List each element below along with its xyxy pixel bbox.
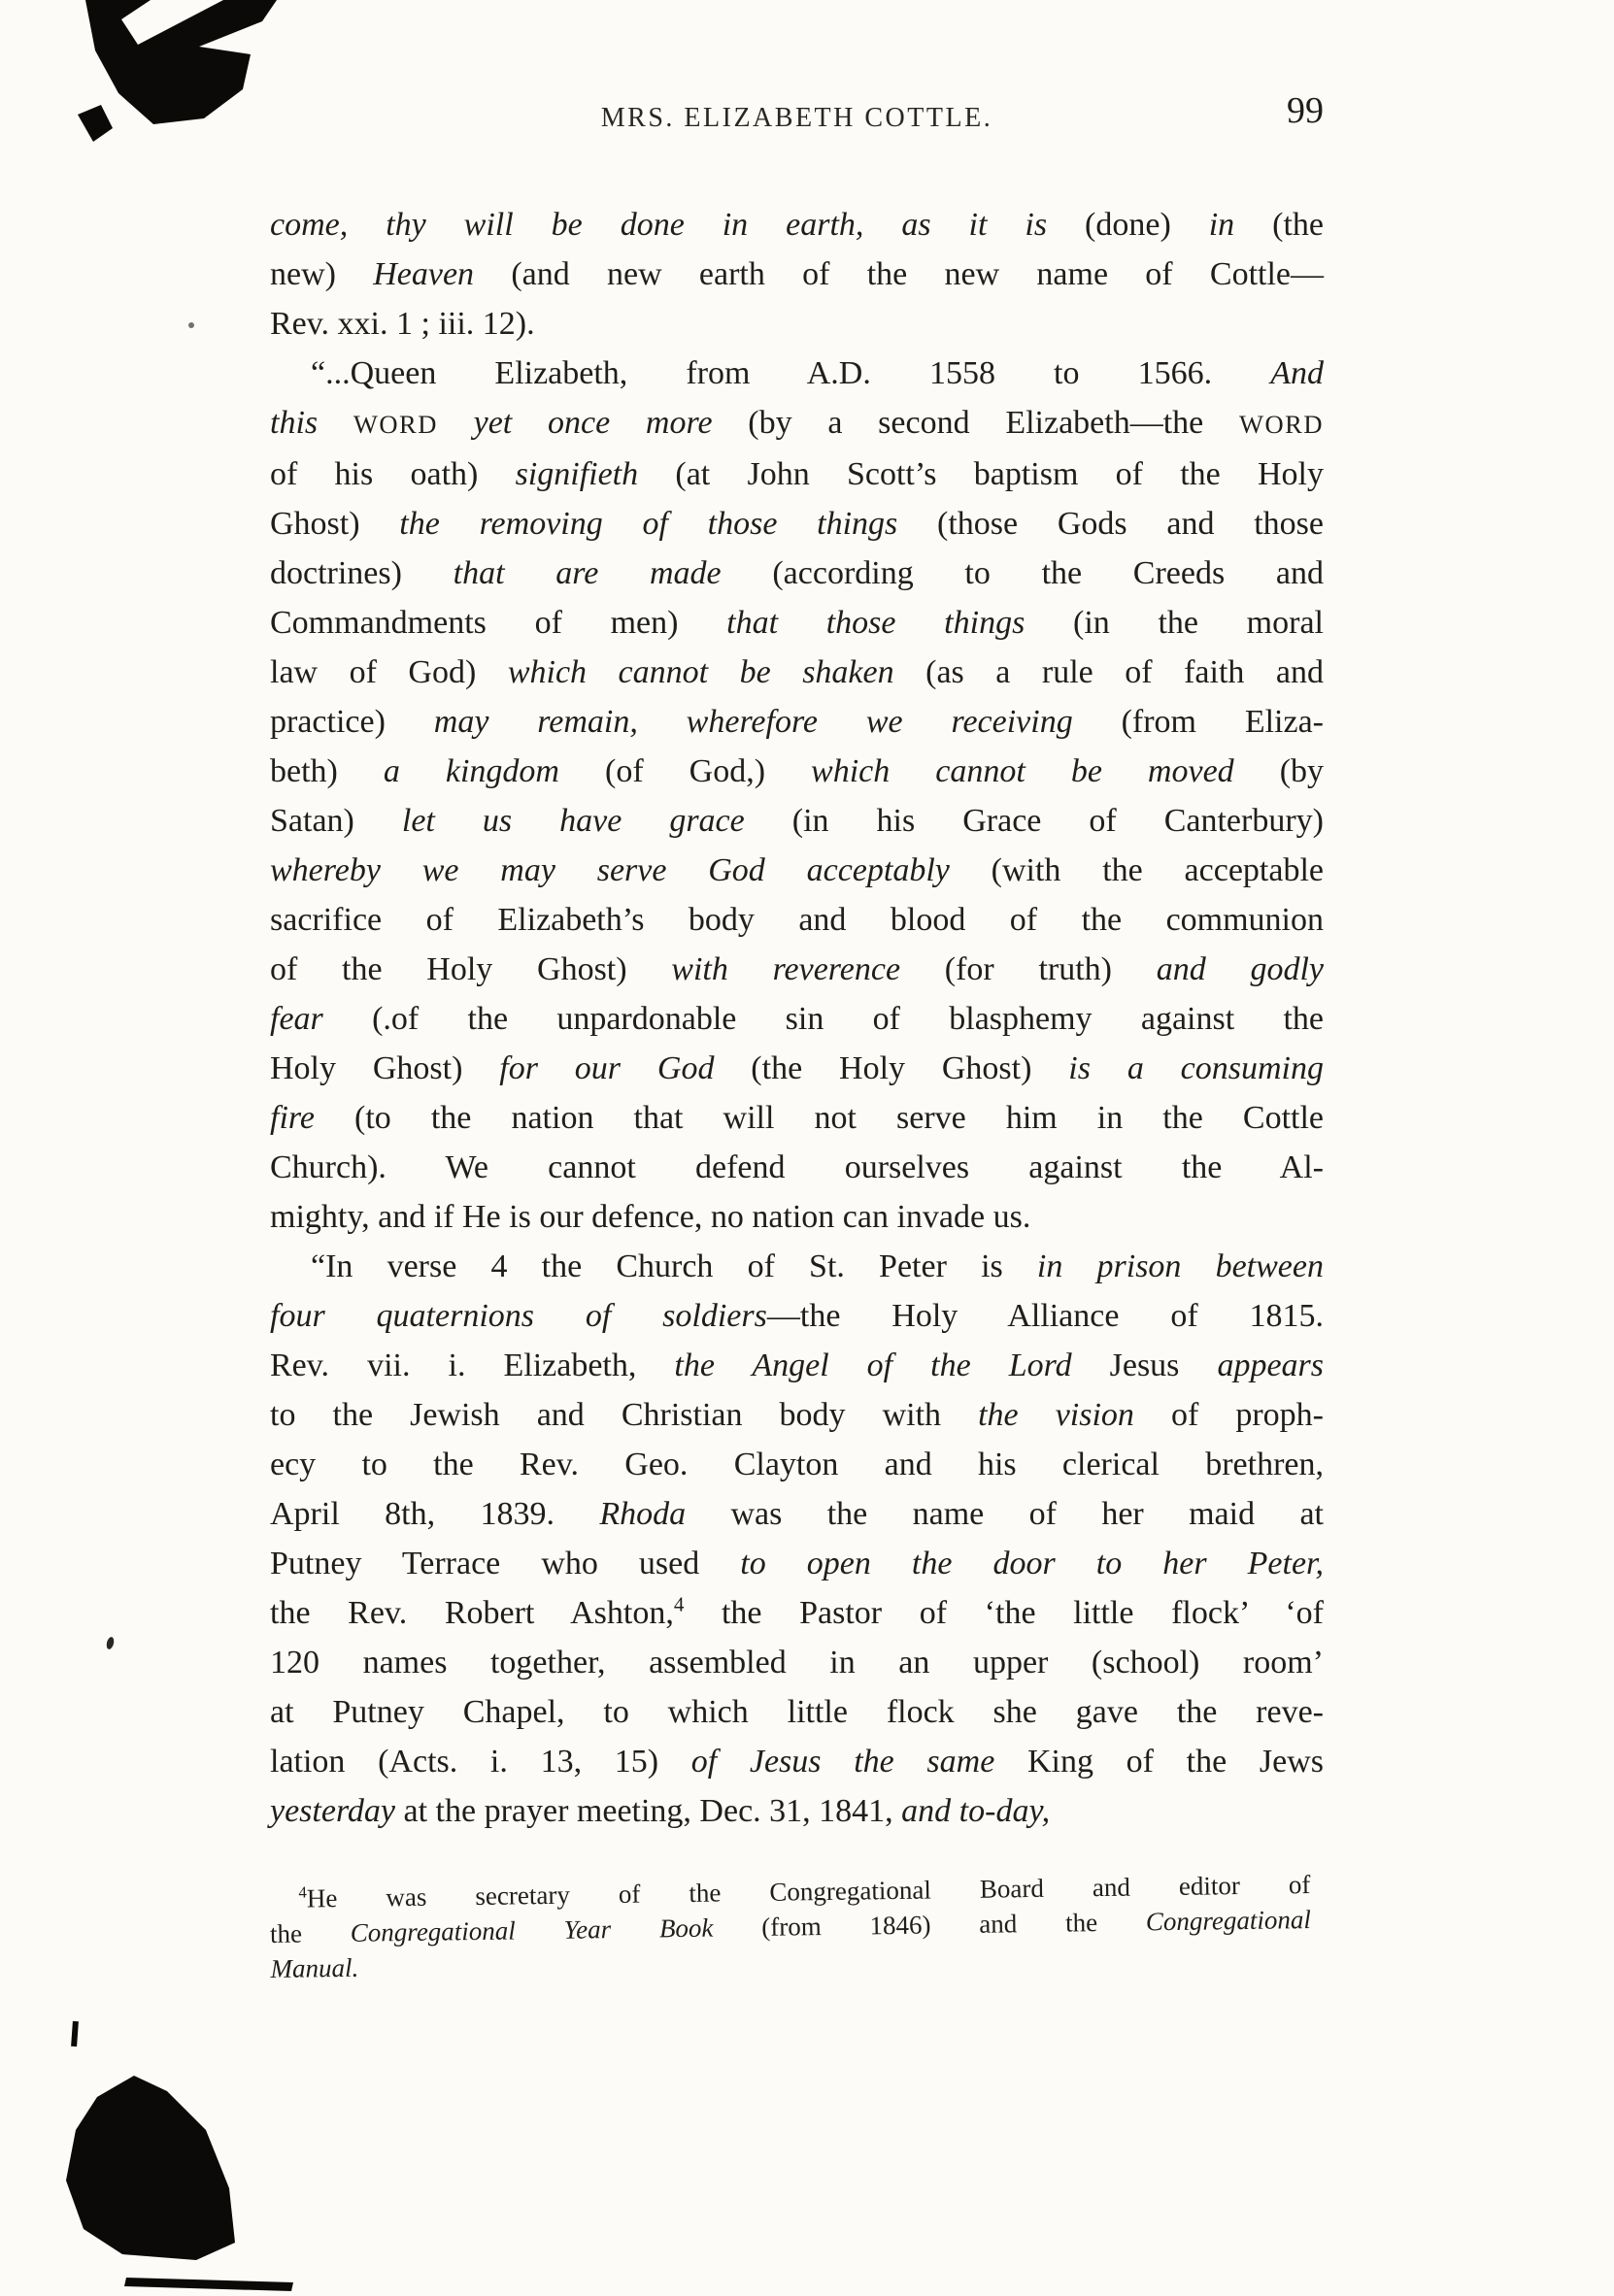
text-segment: for our God [499,1050,752,1086]
text-segment: four quaternions of soldiers [270,1298,767,1334]
text-segment: Putney Terrace who used [270,1546,741,1581]
text-segment: He was secretary of the Congregational Board and editor of [306,1870,1311,1913]
text-segment: sacrifice of Elizabeth’s body and blood of the communion [270,902,1324,938]
text-segment: law of God) [270,654,508,690]
text-segment: (the [1272,207,1324,243]
text-segment: Rhoda [599,1496,731,1532]
text-line [270,299,1324,349]
text-segment: April 8th, 1839. [270,1496,600,1532]
text-segment: which cannot be shaken [507,654,926,690]
text-segment: Congregational [1145,1905,1312,1937]
text-segment: the Angel of the Lord [674,1348,1110,1383]
text-segment: “...Queen Elizabeth, from A.D. 1558 to 1566. [311,355,1271,391]
ink-blob-bottom-left-icon [39,2000,340,2296]
text-segment: of the Holy Ghost) [270,951,672,987]
text-line [270,796,1324,846]
text-segment: of Jesus the same [690,1744,1027,1780]
text-line [270,1093,1324,1143]
text-segment: yet once more [437,405,749,441]
text-segment: this [270,405,353,441]
text-segment: which cannot be moved [811,753,1280,789]
text-line [270,1588,1324,1638]
text-line [270,945,1324,994]
text-line [270,1638,1324,1687]
text-segment: WORD [1238,410,1324,439]
text-segment: the Pastor of ‘the little flock’ ‘of [684,1595,1324,1631]
text-segment: (as a rule of faith and [925,654,1324,690]
text-line [270,1440,1324,1489]
text-segment: —the Holy Alliance of 1815. [766,1298,1325,1334]
text-line [270,1242,1324,1291]
text-segment: Congregational Year Book [350,1912,762,1947]
text-segment: “In verse 4 the Church of St. Peter is [311,1248,1037,1284]
text-segment: ecy to the Rev. Geo. Clayton and his clerical brethren, [270,1447,1324,1482]
text-segment: is a consuming [1068,1050,1324,1086]
text-line [270,250,1324,299]
text-segment: WORD [353,410,438,439]
text-segment: (according to the Creeds and [772,555,1324,591]
running-title: MRS. ELIZABETH COTTLE. [600,103,993,133]
text-line [270,1341,1324,1390]
text-segment: Ghost) [270,506,400,542]
text-segment: and to-day, [901,1793,1051,1829]
text-segment: a kingdom [383,753,605,789]
text-segment: of his oath) [270,456,516,492]
text-segment: 4 [673,1592,685,1616]
text-segment: to open the door to her Peter, [740,1546,1324,1581]
text-segment: in [1208,207,1273,243]
text-segment: the removing of those things [399,506,938,542]
text-line [270,499,1324,549]
text-segment: (those Gods and those [937,506,1324,542]
ink-speck-icon [188,322,194,328]
text-segment: in prison between [1036,1248,1324,1284]
text-segment: (from Eliza- [1121,704,1325,740]
text-segment: Commandments of men) [270,605,727,641]
text-segment: beth) [270,753,384,789]
text-segment: Manual. [270,1952,359,1983]
text-segment: (of God,) [605,753,812,789]
text-line [270,398,1324,449]
text-segment: whereby we may serve God acceptably [270,852,992,888]
text-segment: that are made [453,555,773,591]
text-segment: (.of the unpardonable sin of blasphemy against the [372,1001,1324,1037]
text-segment: to the Jewish and Christian body with [270,1397,979,1433]
text-segment: come, thy will be done in earth, as it is [270,207,1086,243]
text-segment: King of the Jews [1026,1744,1324,1780]
text-segment: at Putney Chapel, to which little flock she gave the reve- [270,1694,1324,1730]
text-line [270,895,1324,945]
text-line [270,549,1324,598]
text-segment: and godly [1156,951,1324,987]
text-line [270,349,1324,398]
text-segment: the Rev. Robert Ashton, [270,1595,674,1631]
text-segment: (for truth) [944,951,1157,987]
text-line [270,598,1324,648]
text-line [270,1192,1324,1242]
text-line [270,1044,1324,1093]
text-line [270,1539,1324,1588]
text-segment: practice) [270,704,434,740]
page-number: 99 [1287,90,1324,131]
text-segment: 120 names together, assembled in an upper (school) room’ [270,1645,1324,1680]
text-segment: (by [1279,753,1325,789]
text-segment: (in his Grace of Canterbury) [791,803,1324,839]
ink-speck-icon [106,1636,116,1649]
text-segment: Holy Ghost) [270,1050,500,1086]
text-line [270,1687,1324,1737]
text-line [270,846,1324,895]
text-segment: 4 [298,1882,307,1902]
text-line [270,1143,1324,1192]
text-line [270,697,1324,747]
text-segment: (by a second Elizabeth—the [748,405,1239,441]
text-segment: at the prayer meeting, Dec. 31, 1841, [403,1793,902,1829]
text-line [270,747,1324,796]
text-segment: (at John Scott’s baptism of the Holy [675,456,1324,492]
text-line [270,200,1324,250]
text-segment: of proph- [1170,1397,1324,1433]
text-line [270,994,1324,1044]
text-segment: (the Holy Ghost) [751,1050,1069,1086]
text-line [270,1489,1324,1539]
text-line [270,1786,1324,1836]
text-segment: the [269,1917,352,1948]
text-segment: Jesus [1109,1348,1218,1383]
text-line [270,449,1324,499]
text-segment: the vision [978,1397,1171,1433]
text-segment: And [1270,355,1324,391]
text-segment: (with the acceptable [991,852,1324,888]
text-segment: (done) [1085,207,1209,243]
text-segment: (in the moral [1073,605,1324,641]
text-segment: new) [270,256,374,292]
text-line [270,1291,1324,1341]
text-segment: doctrines) [270,555,454,591]
text-segment: appears [1217,1348,1324,1383]
text-line [270,1737,1324,1786]
body-text [270,200,1324,1836]
text-segment: (and new earth of the new name of Cottle— [511,256,1324,292]
text-segment: let us have grace [401,803,792,839]
text-segment: with reverence [671,951,945,987]
text-segment: may remain, wherefore we receiving [433,704,1122,740]
text-line [270,648,1324,697]
text-segment: that those things [726,605,1073,641]
text-segment: was the name of her maid at [730,1496,1324,1532]
text-segment: lation (Acts. i. 13, 15) [270,1744,691,1780]
footnote [269,1867,1311,1986]
text-segment: (to the nation that will not serve him in the Cottle [354,1100,1325,1136]
text-segment: (from 1846) and the [761,1907,1147,1942]
text-segment: Heaven [373,256,512,292]
text-segment: Rev. vii. i. Elizabeth, [270,1348,675,1383]
text-line [270,1390,1324,1440]
text-segment: yesterday [270,1793,404,1829]
text-segment: fire [270,1100,355,1136]
text-segment: mighty, and if He is our defence, no nation can invade us. [270,1199,1031,1235]
page-header [270,90,1324,146]
text-segment: Satan) [270,803,402,839]
text-segment: Rev. xxi. 1 ; iii. 12). [270,306,535,342]
text-segment: fear [270,1001,373,1037]
text-segment: Church). We cannot defend ourselves against the Al- [270,1149,1324,1185]
text-segment: signifieth [515,456,676,492]
